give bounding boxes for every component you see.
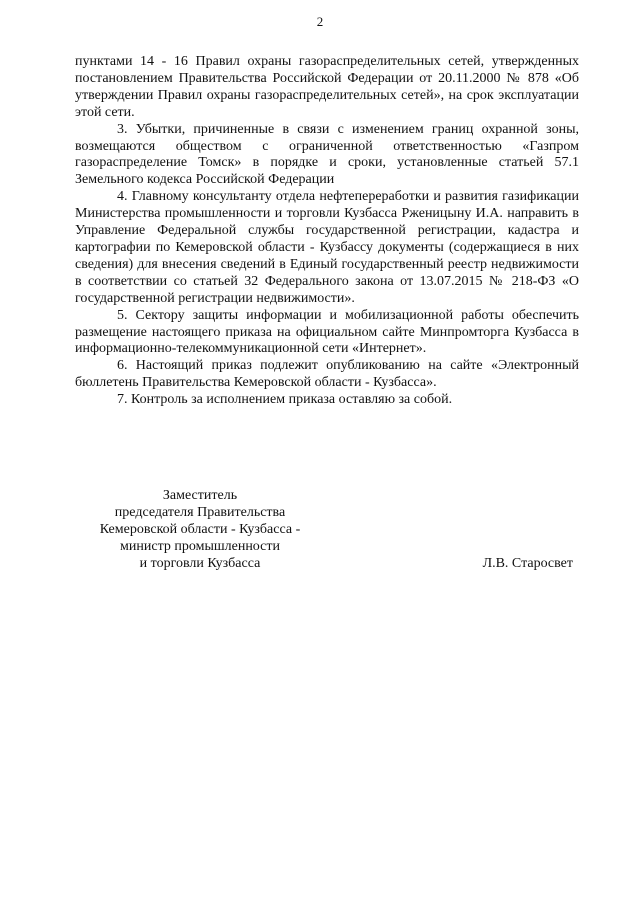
signatory-position xyxy=(75,487,325,572)
position-line: и торговли Кузбасса xyxy=(139,556,261,571)
position-line: министр промышленности xyxy=(120,539,280,554)
position-line: Заместитель xyxy=(162,488,238,503)
paragraph-3: 3. Убытки, причиненные в связи с изменением границ охранной зоны, возмещаются обществом с ограниченной ответственностью «Газпром газораспределение Томск» в порядке и сроки, установленные статьей 57.1 Земельного кодекса Российской Федерации xyxy=(75,121,579,188)
signature-block xyxy=(75,487,579,572)
position-line: Кемеровской области - Кузбасса - xyxy=(99,522,301,537)
paragraph-7: 7. Контроль за исполнением приказа оставляю за собой. xyxy=(117,392,453,408)
paragraph-5: 5. Сектору защиты информации и мобилизационной работы обеспечить размещение настоящего приказа на официальном сайте Минпромторга Кузбасса в информационно-телекоммуникационной сети «Интернет». xyxy=(75,307,579,357)
page-number: 2 xyxy=(316,14,324,29)
signatory-name: Л.В. Старосвет xyxy=(482,556,573,571)
paragraph-4: 4. Главному консультанту отдела нефтепереработки и развития газификации Министерства промышленности и торговли Кузбасса Рженицыну И.А. направить в Управление Федеральной службы государственной регистрации, кадастра и картографии по Кемеровской области - Кузбассу документы (содержащиеся в них сведения) для внесения сведений в Единый государственный реестр недвижимости в соответствии со статьей 32 Федерального закона от 13.07.2015 № 218-ФЗ «О государственной регистрации недвижимости». xyxy=(75,189,579,306)
paragraph-6: 6. Настоящий приказ подлежит опубликованию на сайте «Электронный бюллетень Правительства Кемеровской области - Кузбасса». xyxy=(75,358,579,391)
document-body xyxy=(75,54,579,409)
position-line: председателя Правительства xyxy=(114,505,286,520)
paragraph-continuation: пунктами 14 - 16 Правил охраны газораспределительных сетей, утвержденных постановлением Правительства Российской Федерации от 20.11.2000 № 878 «Об утверждении Правил охраны газораспределительных сетей», на срок эксплуатации этой сети. xyxy=(75,54,579,120)
